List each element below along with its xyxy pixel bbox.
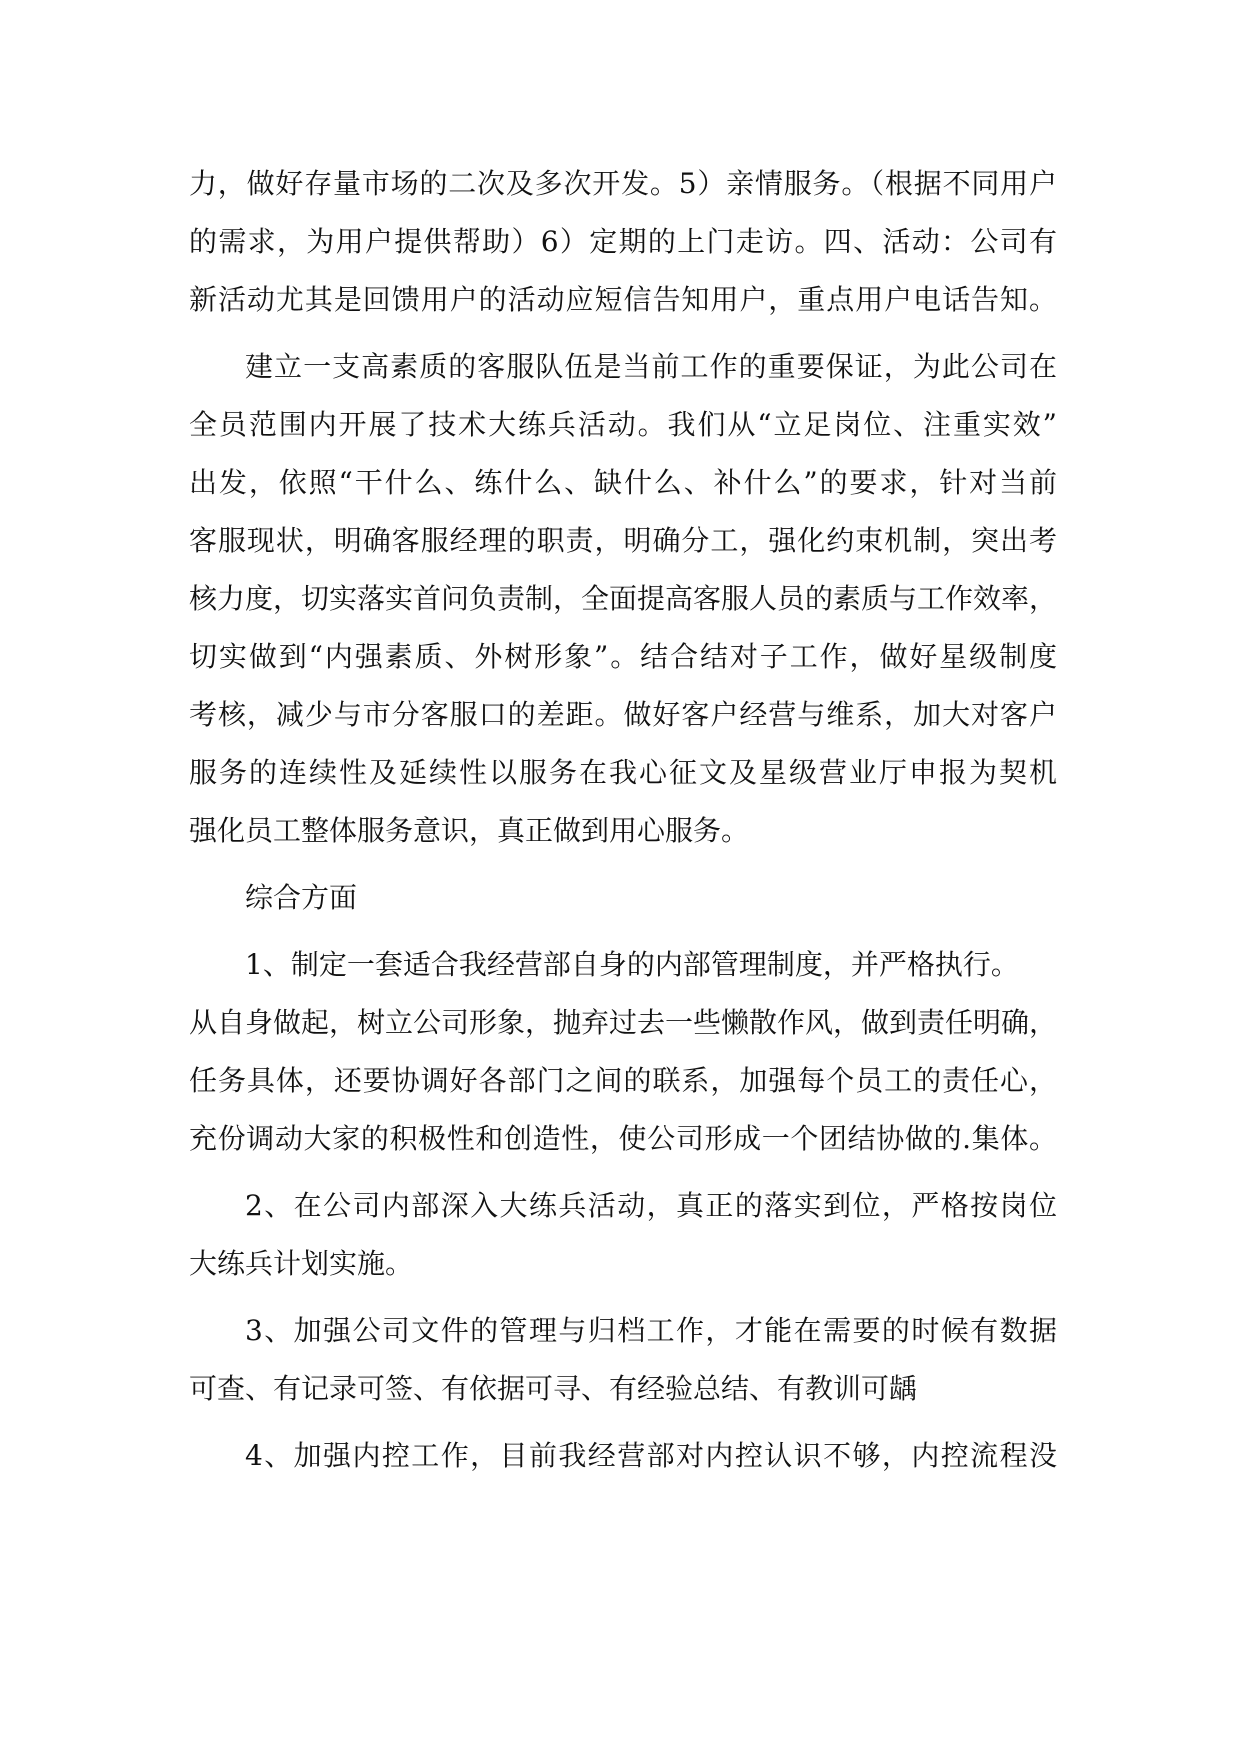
text-line-4: 建立一支高素质的客服队伍是当前工作的重要保证，为此公司在	[245, 350, 1057, 383]
text-line-16: 任务具体，还要协调好各部门之间的联系，加强每个员工的责任心，	[189, 1064, 1057, 1097]
body-text	[189, 155, 1057, 1485]
text-line-9: 切实做到“内强素质、外树形象”。结合结对子工作，做好星级制度	[189, 640, 1057, 673]
section-heading: 综合方面	[245, 881, 358, 914]
text-line-3: 新活动尤其是回馈用户的活动应短信告知用户，重点用户电话告知。	[189, 283, 1057, 316]
text-line-18: 2、在公司内部深入大练兵活动，真正的落实到位，严格按岗位	[245, 1189, 1057, 1222]
text-line-12: 强化员工整体服务意识，真正做到用心服务。	[189, 814, 750, 847]
text-line-1: 力，做好存量市场的二次及多次开发。5）亲情服务。（根据不同用户	[189, 167, 1057, 200]
text-line-17: 充份调动大家的积极性和创造性，使公司形成一个团结协做的.集体。	[189, 1122, 1057, 1155]
text-line-5: 全员范围内开展了技术大练兵活动。我们从“立足岗位、注重实效”	[189, 408, 1057, 441]
text-line-7: 客服现状，明确客服经理的职责，明确分工，强化约束机制，突出考	[189, 524, 1057, 557]
text-line-21: 可查、有记录可签、有依据可寻、有经验总结、有教训可龋	[189, 1372, 918, 1405]
text-line-19: 大练兵计划实施。	[189, 1247, 414, 1280]
text-line-8: 核力度，切实落实首问负责制，全面提高客服人员的素质与工作效率，	[189, 582, 1058, 615]
text-line-11: 服务的连续性及延续性以服务在我心征文及星级营业厅申报为契机	[189, 756, 1057, 789]
text-line-10: 考核，减少与市分客服口的差距。做好客户经营与维系，加大对客户	[189, 698, 1057, 731]
text-line-6: 出发，依照“干什么、练什么、缺什么、补什么”的要求，针对当前	[189, 466, 1057, 499]
text-line-2: 的需求，为用户提供帮助）6）定期的上门走访。四、活动：公司有	[189, 225, 1057, 258]
text-line-20: 3、加强公司文件的管理与归档工作，才能在需要的时候有数据	[245, 1314, 1057, 1347]
text-line-15: 从自身做起，树立公司形象，抛弃过去一些懒散作风，做到责任明确，	[189, 1006, 1058, 1039]
text-line-22: 4、加强内控工作，目前我经营部对内控认识不够，内控流程没	[245, 1439, 1057, 1472]
text-line-14: 1、制定一套适合我经营部自身的内部管理制度，并严格执行。	[245, 948, 1019, 981]
